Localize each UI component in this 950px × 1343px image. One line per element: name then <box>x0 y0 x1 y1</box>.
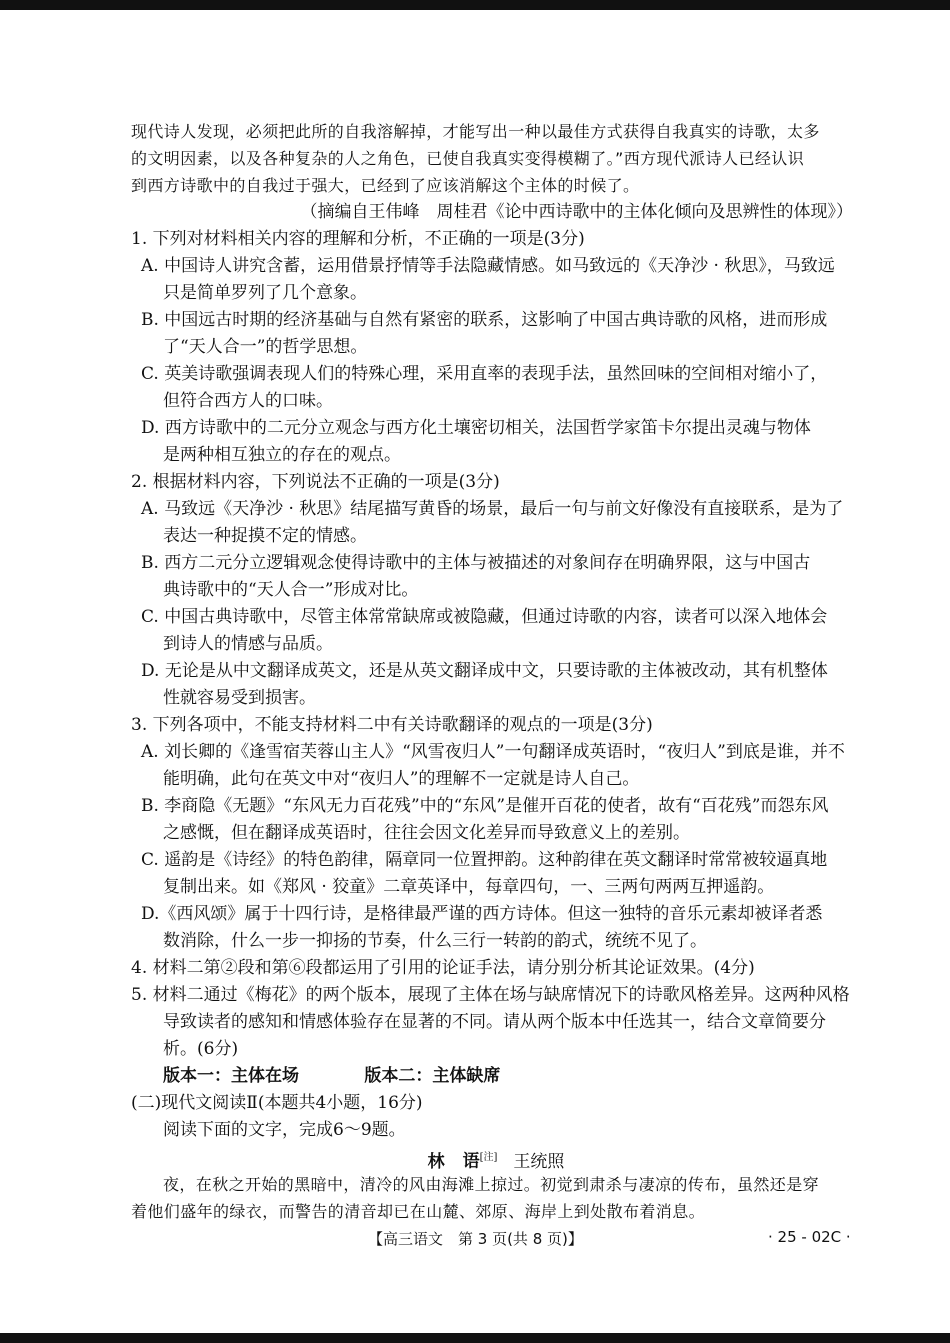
option-a: A. 中国诗人讲究含蓄，运用借景抒情等手法隐藏情感。如马致远的《天净沙 · 秋思》，马致远 <box>141 256 835 276</box>
source-citation: （摘编自王伟峰 周桂君《论中西诗歌中的主体化倾向及思辨性的体现》） <box>300 202 853 222</box>
option-d: D.《西风颂》属于十四行诗，是格律最严谨的西方诗体。但这一独特的音乐元素却被译者悉 <box>141 904 823 924</box>
option-b-cont: 典诗歌中的“天人合一”形成对比。 <box>163 580 419 600</box>
article-title-char-1: 林 <box>427 1151 445 1171</box>
option-d-cont: 性就容易受到损害。 <box>163 688 316 708</box>
question-stem: 3. 下列各项中，不能支持材料二中有关诗歌翻译的观点的一项是(3分) <box>131 715 653 735</box>
version-options <box>131 1063 861 1090</box>
article-title-note: [注] <box>479 1152 498 1163</box>
footer-exam-code: · 25 - 02C · <box>768 1228 851 1246</box>
option-c: C. 中国古典诗歌中，尽管主体常常缺席或被隐藏，但通过诗歌的内容，读者可以深入地体会 <box>141 607 828 627</box>
passage-line: 现代诗人发现，必须把此所的自我溶解掉，才能写出一种以最佳方式获得自我真实的诗歌，太多 <box>131 122 820 141</box>
article-title <box>131 1144 861 1171</box>
option-b: B. 中国远古时期的经济基础与自然有紧密的联系，这影响了中国古典诗歌的风格，进而形成 <box>141 310 828 330</box>
section-instruction: 阅读下面的文字，完成6～9题。 <box>163 1120 406 1140</box>
exam-page <box>131 118 861 1225</box>
option-a-cont: 表达一种捉摸不定的情感。 <box>163 526 367 546</box>
option-c-cont: 到诗人的情感与品质。 <box>163 634 333 654</box>
question-4: 4. 材料二第②段和第⑥段都运用了引用的论证手法，请分别分析其论证效果。(4分) <box>131 958 755 978</box>
version-two: 版本二：主体缺席 <box>364 1066 501 1086</box>
article-author: 王统照 <box>513 1151 565 1171</box>
passage-line: 的文明因素，以及各种复杂的人之角色，已使自我真实变得模糊了。”西方现代派诗人已经认识 <box>131 149 805 168</box>
option-b: B. 西方二元分立逻辑观念使得诗歌中的主体与被描述的对象间存在明确界限，这与中国古 <box>141 553 811 573</box>
footer-page-label: 【高三语文 第 3 页(共 8 页)】 <box>368 1230 583 1248</box>
option-c: C. 遥韵是《诗经》的特色韵律，隔章同一位置押韵。这种韵律在英文翻译时常常被较逼真地 <box>141 850 828 870</box>
option-c-cont: 但符合西方人的口味。 <box>163 391 333 411</box>
option-d: D. 无论是从中文翻译成英文，还是从英文翻译成中文，只要诗歌的主体被改动，其有机整体 <box>141 661 828 681</box>
option-b: B. 李商隐《无题》“东风无力百花残”中的“东风”是催开百花的使者，故有“百花残”而怨东风 <box>141 796 829 816</box>
option-d: D. 西方诗歌中的二元分立观念与西方化土壤密切相关，法国哲学家笛卡尔提出灵魂与物体 <box>141 418 811 438</box>
option-d-cont: 是两种相互独立的存在的观点。 <box>163 445 401 465</box>
version-one: 版本一：主体在场 <box>163 1066 299 1086</box>
option-c: C. 英美诗歌强调表现人们的特殊心理，采用直率的表现手法，虽然回味的空间相对缩小了， <box>141 364 828 384</box>
option-c-cont: 复制出来。如《郑风 · 狡童》二章英译中，每章四句，一、三两句两两互押遥韵。 <box>163 877 775 897</box>
section-heading: (二)现代文阅读Ⅱ(本题共4小题，16分) <box>131 1093 423 1113</box>
page-footer <box>0 1228 950 1252</box>
article-title-char-2: 语 <box>462 1151 480 1171</box>
option-a: A. 刘长卿的《逢雪宿芙蓉山主人》“风雪夜归人”一句翻译成英语时，“夜归人”到底是谁，并不 <box>141 742 845 762</box>
scan-bottom-border <box>0 1333 950 1343</box>
question-stem: 1. 下列对材料相关内容的理解和分析，不正确的一项是(3分) <box>131 229 585 249</box>
question-5-cont: 导致读者的感知和情感体验存在显著的不同。请从两个版本中任选其一，结合文章简要分 <box>163 1012 826 1032</box>
question-5: 5. 材料二通过《梅花》的两个版本，展现了主体在场与缺席情况下的诗歌风格差异。这两种风格 <box>131 985 850 1005</box>
option-a: A. 马致远《天净沙 · 秋思》结尾描写黄昏的场景，最后一句与前文好像没有直接联系，是为了 <box>141 499 844 519</box>
question-5-cont: 析。(6分) <box>163 1039 239 1059</box>
option-a-cont: 只是简单罗列了几个意象。 <box>163 283 367 303</box>
article-line: 夜，在秋之开始的黑暗中，清冷的风由海滩上掠过。初觉到肃杀与凄凉的传布，虽然还是穿 <box>163 1175 820 1194</box>
scan-top-border <box>0 0 950 10</box>
option-d-cont: 数消除，什么一步一抑扬的节奏，什么三行一转韵的韵式，统统不见了。 <box>163 931 707 951</box>
option-b-cont: 了“天人合一”的哲学思想。 <box>163 337 368 357</box>
question-stem: 2. 根据材料内容，下列说法不正确的一项是(3分) <box>131 472 500 492</box>
article-line: 着他们盛年的绿衣，而警告的清音却已在山麓、郊原、海岸上到处散布着消息。 <box>131 1202 706 1221</box>
option-b-cont: 之感慨，但在翻译成英语时，往往会因文化差异而导致意义上的差别。 <box>163 823 690 843</box>
option-a-cont: 能明确，此句在英文中对“夜归人”的理解不一定就是诗人自己。 <box>163 769 640 789</box>
passage-line: 到西方诗歌中的自我过于强大，已经到了应该消解这个主体的时候了。 <box>131 176 640 195</box>
